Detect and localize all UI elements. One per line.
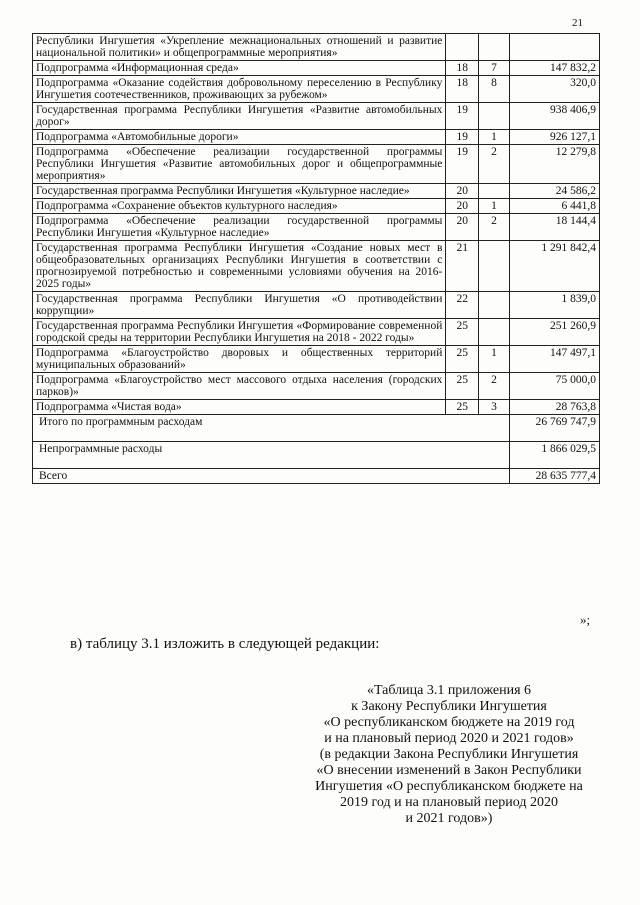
caption-line: Ингушетия «О республиканском бюджете на — [315, 779, 583, 794]
caption-line: к Закону Республики Ингушетия — [351, 699, 547, 714]
table-row — [33, 130, 600, 145]
amount-cell: 147 832,2 — [509, 61, 599, 76]
amount-cell: 320,0 — [509, 76, 599, 103]
caption-line: «Таблица 3.1 приложения 6 — [366, 683, 532, 698]
table-row — [33, 292, 600, 319]
amount-cell: 18 144,4 — [509, 214, 599, 241]
amount-cell: 251 260,9 — [509, 319, 599, 346]
subprogram-code-cell — [479, 184, 510, 199]
total-label-cell: Всего — [33, 469, 510, 484]
subprogram-code-cell — [479, 241, 510, 292]
program-name-cell: Республики Ингушетия «Укрепление межнациональных отношений и развитие национальной политики» и общепрограммные мероприятия» — [33, 34, 446, 61]
amount-cell: 926 127,1 — [509, 130, 599, 145]
subprogram-code-cell: 7 — [479, 61, 510, 76]
program-code-cell: 25 — [446, 346, 479, 373]
program-name-cell: Государственная программа Республики Ингушетия «Развитие автомобильных дорог» — [33, 103, 446, 130]
subprogram-code-cell: 1 — [479, 346, 510, 373]
subprogram-code-cell: 2 — [479, 145, 510, 184]
program-name-cell: Государственная программа Республики Ингушетия «О противодействии коррупции» — [33, 292, 446, 319]
table-row — [33, 76, 600, 103]
table-row — [33, 346, 600, 373]
program-code-cell: 25 — [446, 373, 479, 400]
subprogram-code-cell: 2 — [479, 373, 510, 400]
program-code-cell: 19 — [446, 145, 479, 184]
amount-cell: 1 291 842,4 — [509, 241, 599, 292]
program-name-cell: Подпрограмма «Чистая вода» — [33, 400, 446, 415]
caption-line: «О республиканском бюджете на 2019 год — [323, 715, 575, 730]
program-code-cell: 20 — [446, 214, 479, 241]
amount-cell: 12 279,8 — [509, 145, 599, 184]
program-name-cell: Подпрограмма «Оказание содействия добровольному переселению в Республику Ингушетия соотечественников, проживающих за рубежом» — [33, 76, 446, 103]
program-name-cell: Подпрограмма «Обеспечение реализации государственной программы Республики Ингушетия «Культурное наследие» — [33, 214, 446, 241]
table-row — [33, 184, 600, 199]
program-name-cell: Подпрограмма «Благоустройство мест массового отдыха населения (городских парков)» — [33, 373, 446, 400]
subprogram-code-cell — [479, 34, 510, 61]
page-number: 21 — [572, 17, 583, 29]
table-row — [33, 34, 600, 61]
total-row — [33, 469, 600, 484]
subprogram-code-cell — [479, 103, 510, 130]
program-code-cell: 18 — [446, 76, 479, 103]
caption-line: (в редакции Закона Республики Ингушетия — [319, 747, 579, 762]
amount-cell: 24 586,2 — [509, 184, 599, 199]
caption-line: и 2021 годов») — [405, 811, 493, 826]
amount-cell: 938 406,9 — [509, 103, 599, 130]
table-row — [33, 319, 600, 346]
table-row — [33, 103, 600, 130]
program-code-cell: 19 — [446, 103, 479, 130]
table-row — [33, 199, 600, 214]
amount-cell — [509, 34, 599, 61]
table-row — [33, 241, 600, 292]
program-name-cell: Государственная программа Республики Ингушетия «Культурное наследие» — [33, 184, 446, 199]
total-label-cell: Непрограммные расходы — [33, 442, 510, 469]
program-code-cell: 21 — [446, 241, 479, 292]
table-row — [33, 400, 600, 415]
total-amount-cell: 28 635 777,4 — [509, 469, 599, 484]
total-amount-cell: 26 769 747,9 — [509, 415, 599, 442]
amendment-instruction: в) таблицу 3.1 изложить в следующей редакции: — [70, 636, 380, 652]
program-name-cell: Подпрограмма «Автомобильные дороги» — [33, 130, 446, 145]
table-row — [33, 61, 600, 76]
caption-line: и на плановый период 2020 и 2021 годов» — [324, 731, 574, 746]
program-code-cell: 18 — [446, 61, 479, 76]
program-code-cell: 25 — [446, 319, 479, 346]
program-code-cell: 25 — [446, 400, 479, 415]
total-row — [33, 442, 600, 469]
program-code-cell: 20 — [446, 184, 479, 199]
closing-quote-mark: »; — [580, 612, 591, 627]
subprogram-code-cell — [479, 292, 510, 319]
table-caption — [300, 683, 598, 827]
subprogram-code-cell — [479, 319, 510, 346]
program-name-cell: Подпрограмма «Обеспечение реализации государственной программы Республики Ингушетия «Развитие автомобильных дорог и общепрограммные мероприятия» — [33, 145, 446, 184]
amount-cell: 75 000,0 — [509, 373, 599, 400]
amount-cell: 28 763,8 — [509, 400, 599, 415]
amount-cell: 1 839,0 — [509, 292, 599, 319]
program-name-cell: Подпрограмма «Информационная среда» — [33, 61, 446, 76]
subprogram-code-cell: 1 — [479, 130, 510, 145]
total-label-cell: Итого по программным расходам — [33, 415, 510, 442]
program-name-cell: Подпрограмма «Благоустройство дворовых и общественных территорий муниципальных образований» — [33, 346, 446, 373]
subprogram-code-cell: 2 — [479, 214, 510, 241]
caption-line: 2019 год и на плановый период 2020 — [340, 795, 558, 810]
total-row — [33, 415, 600, 442]
amount-cell: 147 497,1 — [509, 346, 599, 373]
subprogram-code-cell: 3 — [479, 400, 510, 415]
caption-line: «О внесении изменений в Закон Республики — [316, 763, 582, 778]
program-name-cell: Государственная программа Республики Ингушетия «Создание новых мест в общеобразовательных организациях Республики Ингушетия в соответствии с прогнозируемой потребностью и современными условиями обучения на 2016-2025 годы» — [33, 241, 446, 292]
program-name-cell: Подпрограмма «Сохранение объектов культурного наследия» — [33, 199, 446, 214]
table-row — [33, 145, 600, 184]
subprogram-code-cell: 8 — [479, 76, 510, 103]
program-code-cell — [446, 34, 479, 61]
table-row — [33, 373, 600, 400]
total-amount-cell: 1 866 029,5 — [509, 442, 599, 469]
program-code-cell: 20 — [446, 199, 479, 214]
program-name-cell: Государственная программа Республики Ингушетия «Формирование современной городской среды на территории Республики Ингушетия на 2018 - 2022 годы» — [33, 319, 446, 346]
budget-table — [32, 33, 600, 484]
amount-cell: 6 441,8 — [509, 199, 599, 214]
table-row — [33, 214, 600, 241]
program-code-cell: 19 — [446, 130, 479, 145]
subprogram-code-cell: 1 — [479, 199, 510, 214]
program-code-cell: 22 — [446, 292, 479, 319]
